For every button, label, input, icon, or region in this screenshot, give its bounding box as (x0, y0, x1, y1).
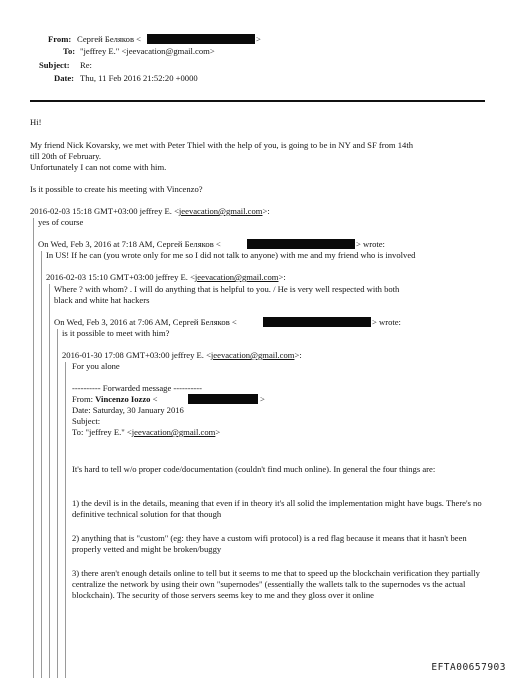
quote-text-1: yes of course (38, 217, 84, 227)
email-link[interactable]: jeevacation@gmail.com (210, 350, 295, 360)
quote-header-2-end: > wrote: (356, 239, 385, 249)
quote-text-2: In US! If he can (you wrote only for me so I did not talk to anyone) with me and my friend who is involved (46, 250, 416, 260)
forwarded-date: Date: Saturday, 30 January 2016 (72, 405, 184, 415)
subject-label: Subject: (39, 60, 70, 70)
body-question: Is it possible to create his meeting with Vincenzo? (30, 184, 203, 194)
body-line-3: Unfortunately I can not come with him. (30, 162, 167, 172)
quote-bar-3 (49, 284, 50, 678)
email-link[interactable]: jeevacation@gmail.com (131, 427, 216, 437)
quote-bar-4 (57, 329, 58, 678)
quote-bar-5 (65, 362, 66, 678)
quote-header-3: 2016-02-03 15:10 GMT+03:00 jeffrey E. <jeevacation@gmail.com>: (46, 272, 286, 282)
analysis-point-1: 1) the devil is in the details, meaning that even if in theory it's all solid the implementation might have bugs. There's no definitive technical solution for that though (72, 498, 482, 519)
analysis-intro: It's hard to tell w/o proper code/documentation (couldn't find much online). In general the four things are: (72, 464, 436, 474)
date-label: Date: (54, 73, 75, 83)
email-link[interactable]: jeevacation@gmail.com (194, 272, 279, 282)
quote-bar-1 (33, 218, 34, 678)
forwarded-marker: ---------- Forwarded message ---------- (72, 383, 203, 393)
forwarded-from: From: Vincenzo Iozzo < (72, 394, 158, 404)
forwarded-from-end: > (260, 394, 265, 404)
analysis-point-2: 2) anything that is "custom" (eg: they have a custom wifi protocol) is a red flag because it means that it hasn't been properly vetted and might be broken/buggy (72, 533, 467, 554)
from-bracket: > (256, 34, 261, 44)
forwarded-to: To: "jeffrey E." <jeevacation@gmail.com> (72, 427, 221, 437)
date-value: Thu, 11 Feb 2016 21:52:20 +0000 (80, 73, 198, 83)
quote-header-4: On Wed, Feb 3, 2016 at 7:06 AM, Сергей Беляков < (54, 317, 237, 327)
quote-text-3b: black and white hat hackers (54, 295, 150, 305)
forwarded-subject: Subject: (72, 416, 101, 426)
redaction-bar (188, 394, 258, 404)
email-link[interactable]: jeevacation@gmail.com (178, 206, 263, 216)
subject-value: Re: (80, 60, 92, 70)
from-value: Сергей Беляков < (77, 34, 141, 44)
quote-header-2: On Wed, Feb 3, 2016 at 7:18 AM, Сергей Беляков < (38, 239, 221, 249)
quote-header-4-end: > wrote: (372, 317, 401, 327)
quote-bar-2 (41, 251, 42, 678)
to-value: "jeffrey E." <jeevacation@gmail.com> (80, 46, 215, 56)
greeting: Hi! (30, 117, 42, 127)
quote-text-4: is it possible to meet with him? (62, 328, 170, 338)
analysis-point-3: 3) there aren't enough details online to tell but it seems to me that to speed up the blockchain verification they partially centralize the network by using their own "supernodes" (essentially the wallets talk to the supernodes vs the actual blockchain). The security of those servers seems key to me and they gloss over it online (72, 568, 480, 600)
quote-text-5: For you alone (72, 361, 120, 371)
header-divider (30, 100, 485, 102)
redaction-bar (263, 317, 371, 327)
redaction-bar (247, 239, 355, 249)
quote-header-5: 2016-01-30 17:08 GMT+03:00 jeffrey E. <jeevacation@gmail.com>: (62, 350, 302, 360)
quote-header-1: 2016-02-03 15:18 GMT+03:00 jeffrey E. <jeevacation@gmail.com>: (30, 206, 270, 216)
body-line-1: My friend Nick Kovarsky, we met with Peter Thiel with the help of you, is going to be in NY and SF from 14th (30, 140, 414, 150)
redaction-bar (147, 34, 255, 44)
to-label: To: (63, 46, 76, 56)
from-label: From: (48, 34, 72, 44)
quote-text-3a: Where ? with whom? . I will do anything that is helpful to you. / He is very well respected with both (54, 284, 400, 294)
body-line-2: till 20th of February. (30, 151, 102, 161)
document-id: EFTA00657903 (431, 662, 506, 673)
